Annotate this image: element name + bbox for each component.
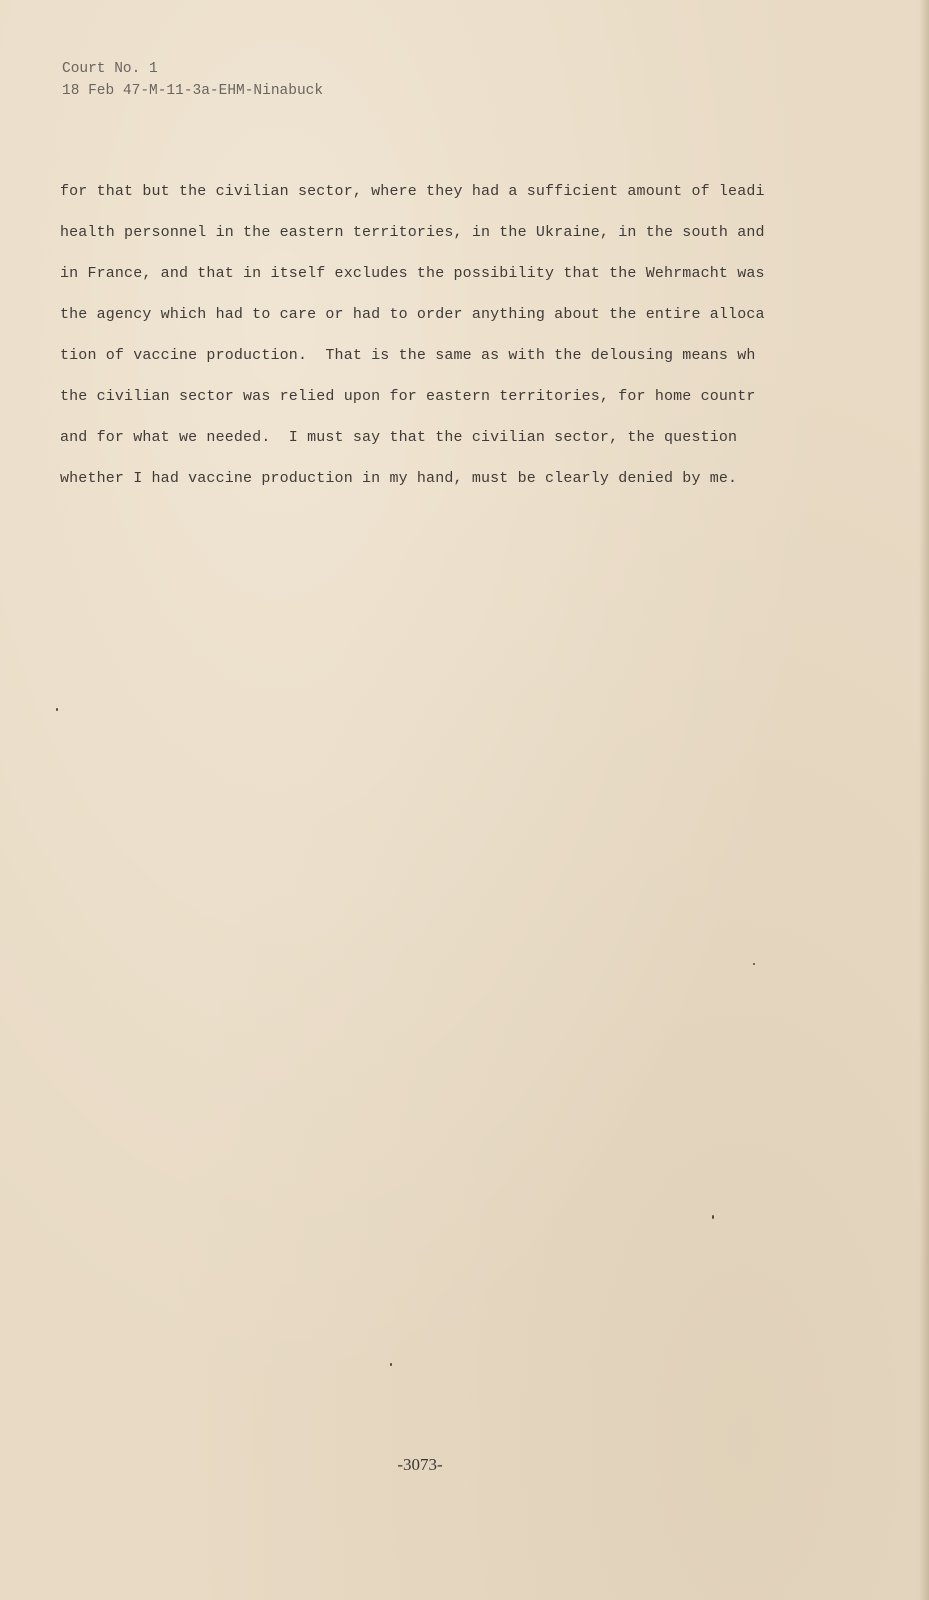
text-line: the agency which had to care or had to order anything about the entire alloca: [60, 306, 765, 323]
paper-speck: [390, 1363, 392, 1366]
page-edge-shadow: [919, 0, 929, 1600]
paper-speck: [753, 963, 755, 965]
text-line: whether I had vaccine production in my hand, must be clearly denied by me.: [60, 470, 738, 487]
transcript-reference: 18 Feb 47-M-11-3a-EHM-Ninabuck: [62, 83, 324, 99]
text-line: tion of vaccine production. That is the same as with the delousing means wh: [60, 347, 756, 364]
transcript-body: [60, 178, 860, 506]
text-line: health personnel in the eastern territories, in the Ukraine, in the south and: [60, 224, 765, 241]
page-number: -3073-: [397, 1455, 443, 1474]
text-line: in France, and that in itself excludes the possibility that the Wehrmacht was: [60, 265, 765, 282]
page-header: [62, 58, 323, 102]
text-line: and for what we needed. I must say that the civilian sector, the question: [60, 429, 738, 446]
court-label: Court No. 1: [62, 61, 158, 77]
paper-speck: [56, 708, 58, 711]
text-line: the civilian sector was relied upon for eastern territories, for home countr: [60, 388, 756, 405]
paper-speck: [712, 1215, 714, 1219]
text-line: for that but the civilian sector, where they had a sufficient amount of leadi: [60, 183, 765, 200]
